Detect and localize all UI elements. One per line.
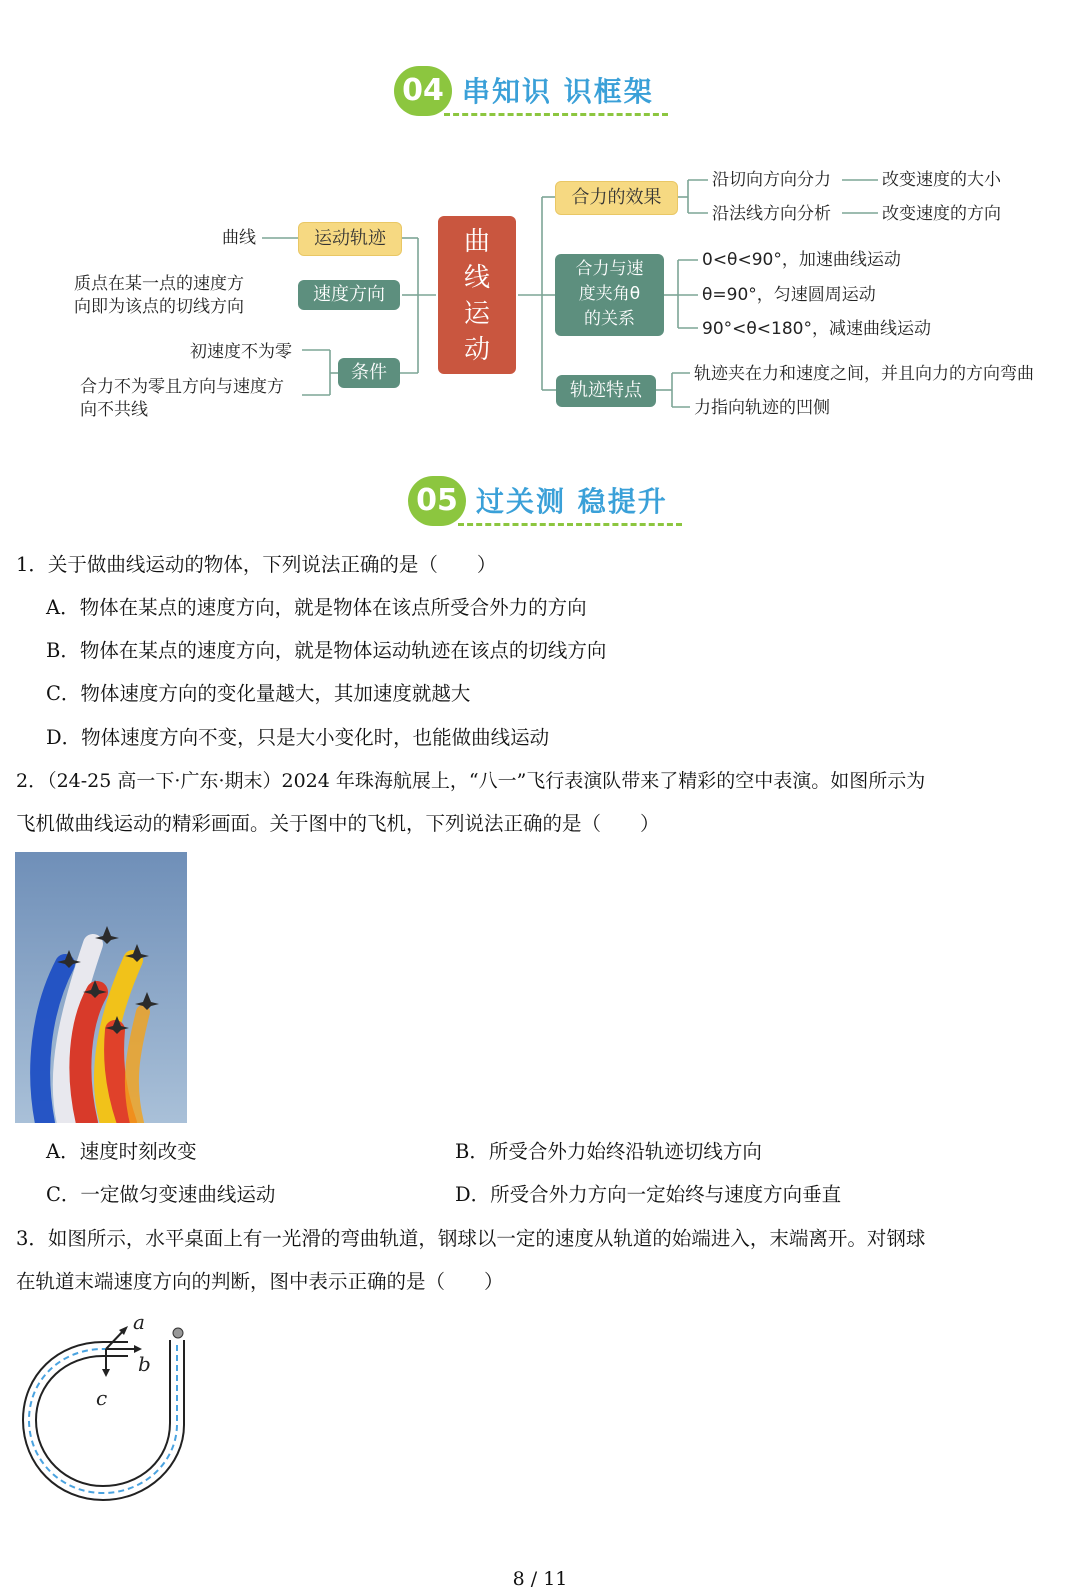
mindmap-angle-item-3: 90°<θ<180°，减速曲线运动: [702, 319, 931, 339]
mindmap-effect-box: 合力的效果: [555, 181, 678, 215]
mindmap-trajectory-box: 运动轨迹: [298, 222, 402, 256]
mindmap-effect-item-1a: 沿切向方向分力: [712, 170, 831, 190]
question-1-option-c: C．物体速度方向的变化量越大，其加速度就越大: [46, 682, 471, 705]
question-2-stem-line-2: 飞机做曲线运动的精彩画面。关于图中的飞机，下列说法正确的是（ ）: [16, 812, 660, 835]
question-2-option-b: B．所受合外力始终沿轨迹切线方向: [455, 1140, 762, 1163]
question-2-option-d: D．所受合外力方向一定始终与速度方向垂直: [455, 1183, 842, 1206]
track-arrow-b-label: b: [138, 1352, 151, 1376]
mindmap-center-label: 曲线运动: [463, 227, 490, 365]
mindmap-velocity-box: 速度方向: [298, 280, 400, 310]
question-1-stem: 1．关于做曲线运动的物体，下列说法正确的是（ ）: [16, 553, 497, 576]
question-3-stem-line-1: 3．如图所示，水平桌面上有一光滑的弯曲轨道，钢球以一定的速度从轨道的始端进入，末端离开。对钢球: [16, 1227, 926, 1250]
section-5-underline: [458, 523, 682, 526]
mindmap-effect-item-2a: 沿法线方向分析: [712, 204, 831, 224]
mindmap-effect-item-1b: 改变速度的大小: [882, 170, 1001, 190]
page-number: 8 / 11: [512, 1568, 568, 1590]
mindmap-angle-label-1: 合力与速: [575, 259, 644, 279]
mindmap-condition-note-2a: 合力不为零且方向与速度方: [80, 377, 284, 397]
mindmap-condition-box: 条件: [338, 358, 400, 388]
track-arrow-c-label: c: [96, 1386, 108, 1410]
question-3-stem-line-2: 在轨道末端速度方向的判断，图中表示正确的是（ ）: [16, 1270, 504, 1293]
mindmap-angle-label-2: 度夹角θ: [578, 284, 641, 304]
section-4-title: 串知识 识框架: [462, 75, 654, 108]
section-5-number-badge: 05: [408, 476, 466, 526]
mindmap-condition-note-1: 初速度不为零: [190, 342, 292, 362]
mindmap-angle-item-1: 0<θ<90°，加速曲线运动: [702, 250, 901, 270]
question-1-option-d: D．物体速度方向不变，只是大小变化时，也能做曲线运动: [46, 726, 550, 749]
mindmap-velocity-note-2: 向即为该点的切线方向: [74, 297, 244, 317]
question-2-option-c: C．一定做匀变速曲线运动: [46, 1183, 276, 1206]
mindmap-trajectory-note: 曲线: [222, 228, 256, 248]
mindmap-angle-label-3: 的关系: [584, 309, 635, 329]
track-arrow-a-label: a: [133, 1315, 145, 1334]
mindmap-feature-box: 轨迹特点: [556, 375, 656, 407]
section-5-title: 过关测 稳提升: [476, 485, 668, 518]
mindmap-velocity-note-1: 质点在某一点的速度方: [74, 274, 244, 294]
mindmap-angle-box: [555, 254, 664, 336]
mindmap-center-box: [438, 216, 516, 374]
mindmap-feature-item-2: 力指向轨迹的凹侧: [694, 398, 830, 418]
mindmap-condition-note-2b: 向不共线: [80, 400, 148, 420]
mindmap-angle-item-2: θ=90°，匀速圆周运动: [702, 285, 876, 305]
mindmap-feature-item-1: 轨迹夹在力和速度之间，并且向力的方向弯曲: [694, 364, 1034, 384]
section-4-underline: [444, 113, 668, 116]
airshow-photo: [15, 852, 187, 1123]
mindmap-effect-item-2b: 改变速度的方向: [882, 204, 1001, 224]
section-4-number-badge: 04: [394, 66, 452, 116]
question-1-option-b: B．物体在某点的速度方向，就是物体运动轨迹在该点的切线方向: [46, 639, 607, 662]
question-2-stem-line-1: 2．（24-25 高一下·广东·期末）2024 年珠海航展上，“八一”飞行表演队带来了精彩的空中表演。如图所示为: [16, 770, 926, 792]
question-1-option-a: A．物体在某点的速度方向，就是物体在该点所受合外力的方向: [46, 596, 587, 619]
question-2-option-a: A．速度时刻改变: [46, 1140, 197, 1163]
curved-track-figure: [18, 1315, 198, 1510]
